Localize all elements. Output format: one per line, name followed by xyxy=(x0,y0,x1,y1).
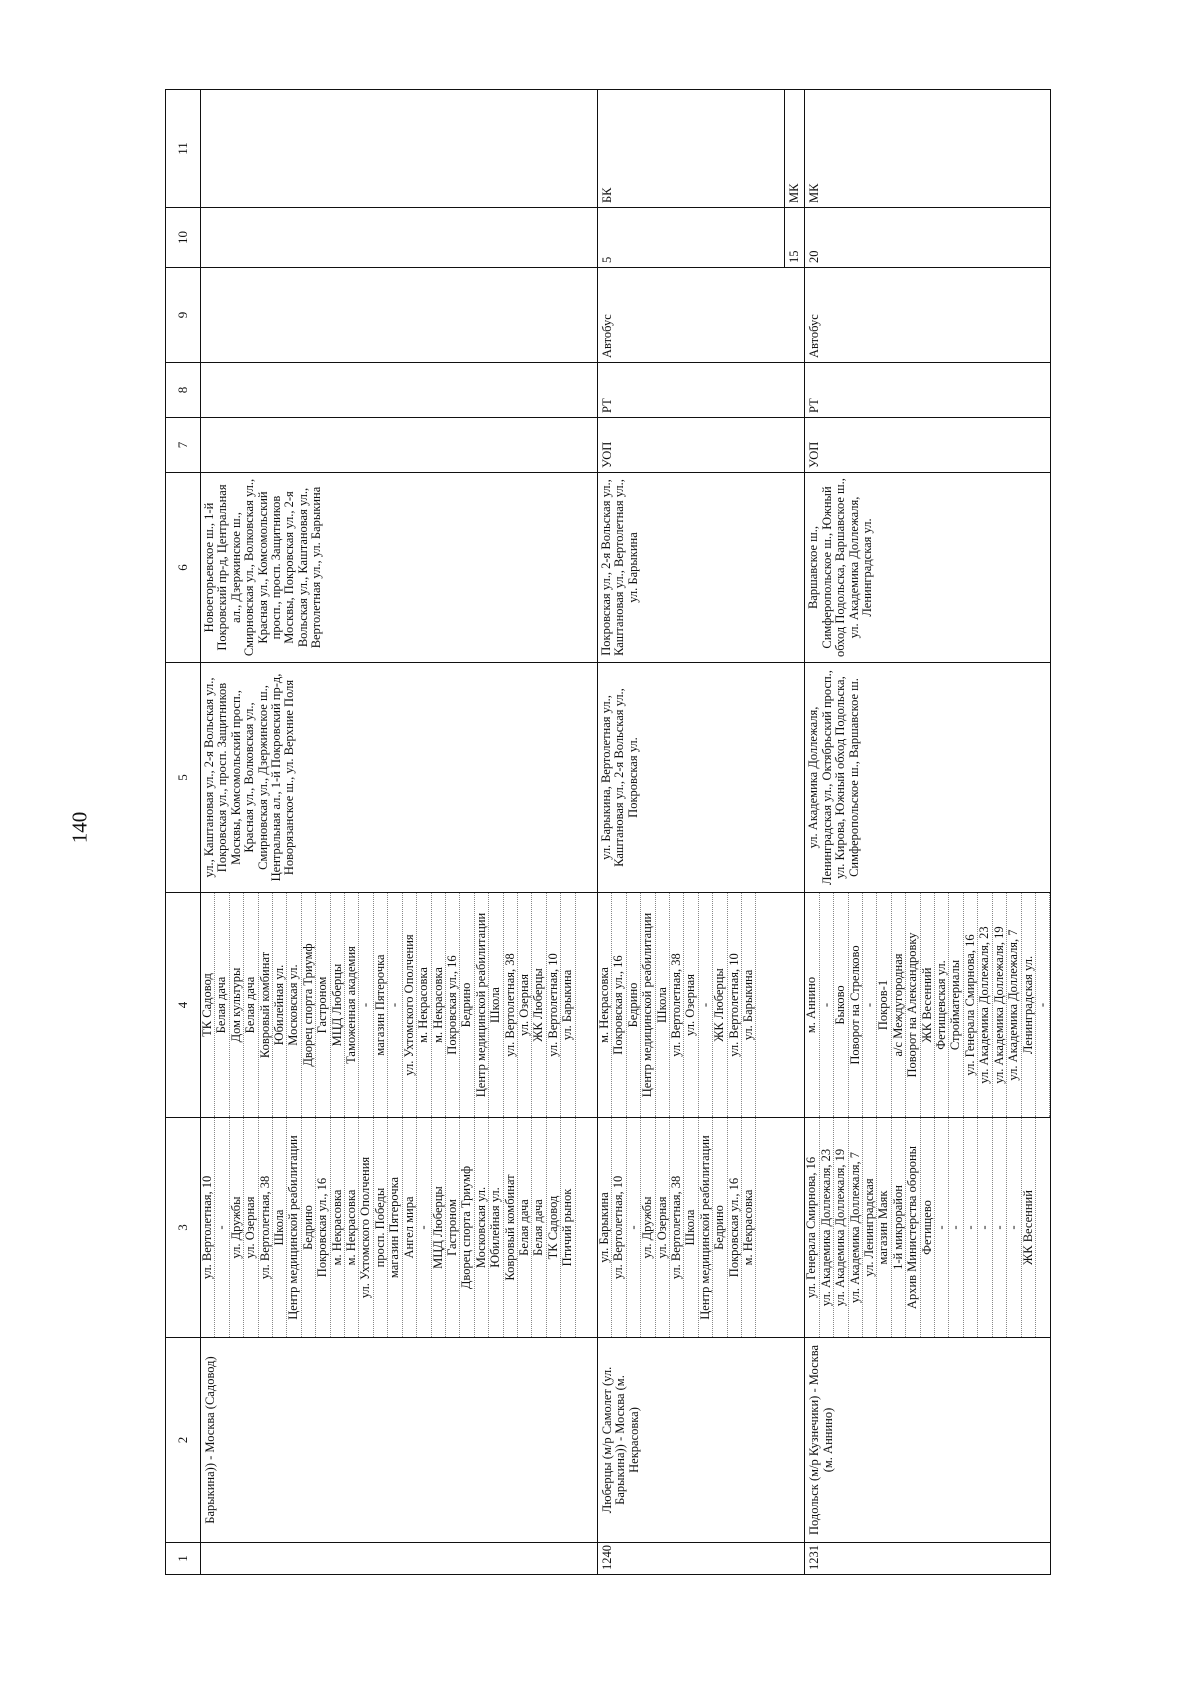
stop-row xyxy=(301,1118,315,1337)
stop-row xyxy=(1021,893,1035,1117)
stop-name: - xyxy=(388,893,402,1117)
stop-row xyxy=(460,1118,474,1337)
stop-name: Стройматериалы xyxy=(949,893,963,1117)
stop-name: ТК Садовод xyxy=(201,893,215,1117)
stop-row xyxy=(215,893,229,1117)
stop-name: ул. Вертолетная, 38 xyxy=(670,893,684,1117)
stop-row xyxy=(431,1118,445,1337)
vehicle-class-split xyxy=(598,90,805,208)
stop-name: Гастроном xyxy=(445,1118,459,1337)
stop-name: ул. Академика Доллежаля, 19 xyxy=(992,893,1006,1117)
stop-name: Дворец спорта Триумф xyxy=(460,1118,474,1337)
stop-name: Бедрино xyxy=(713,1118,727,1337)
stop-row xyxy=(201,1118,215,1337)
stop-row xyxy=(1007,1118,1021,1337)
stop-name: Ангел мира xyxy=(402,1118,416,1337)
stop-name: м. Некрасовка xyxy=(345,1118,359,1337)
stop-row xyxy=(532,1118,546,1337)
stop-name: ул. Дружбы xyxy=(641,1118,655,1337)
stop-row xyxy=(963,1118,977,1337)
stop-row xyxy=(805,893,819,1117)
stop-row xyxy=(670,1118,684,1337)
col-header-3: 3 xyxy=(166,1118,201,1338)
stop-name: магазин Пятерочка xyxy=(373,893,387,1117)
stop-row xyxy=(489,893,503,1117)
stop-row xyxy=(819,893,833,1117)
stop-name: ул. Барыкина xyxy=(561,893,575,1117)
page-number: 140 xyxy=(67,811,92,844)
col-header-9: 9 xyxy=(166,268,201,363)
stop-name: Бедрино xyxy=(626,893,640,1117)
vehicle-count-a: 5 xyxy=(598,208,785,267)
vehicle-count xyxy=(201,208,598,268)
stop-name: Ковровый комбинат xyxy=(258,893,272,1117)
stop-name: Школа xyxy=(655,893,669,1117)
route-name: Подольск (м/р Кузнечики) - Москва (м. Аннино) xyxy=(805,1338,1051,1543)
stop-name: Юбилейная ул. xyxy=(489,1118,503,1337)
stop-row xyxy=(963,893,977,1117)
col-header-10: 10 xyxy=(166,208,201,268)
stop-row xyxy=(503,893,517,1117)
stop-row xyxy=(402,1118,416,1337)
stop-name: ул. Вертолетная, 38 xyxy=(258,1118,272,1337)
vehicle-class xyxy=(201,90,598,208)
stop-name: Белая дача xyxy=(517,1118,531,1337)
stop-name: м. Некрасовка xyxy=(417,893,431,1117)
stop-name: Фетищево xyxy=(920,1118,934,1337)
stop-row xyxy=(848,1118,862,1337)
stop-row xyxy=(244,893,258,1117)
tariff-type xyxy=(201,363,598,418)
col-header-7: 7 xyxy=(166,418,201,473)
stop-row xyxy=(460,893,474,1117)
stop-row xyxy=(992,1118,1006,1337)
col-header-6: 6 xyxy=(166,473,201,663)
stop-name: - xyxy=(949,1118,963,1337)
stop-name: Быково xyxy=(834,893,848,1117)
stop-name: ул. Озерная xyxy=(655,1118,669,1337)
stop-row xyxy=(655,1118,669,1337)
stop-name: Белая дача xyxy=(244,893,258,1117)
stop-name: просп. Победы xyxy=(373,1118,387,1337)
stop-name: ул. Вертолетная, 10 xyxy=(727,893,741,1117)
col-header-1: 1 xyxy=(166,1543,201,1575)
stop-row xyxy=(359,1118,373,1337)
stop-row xyxy=(445,1118,459,1337)
boarding-order: УОП xyxy=(598,418,805,473)
stop-name: Гастроном xyxy=(316,893,330,1117)
stop-row xyxy=(834,1118,848,1337)
header-row xyxy=(166,90,201,1575)
stop-row xyxy=(713,1118,727,1337)
stop-row xyxy=(906,893,920,1117)
route-number xyxy=(201,1543,598,1575)
stop-row xyxy=(834,893,848,1117)
stop-name: ЖК Весенний xyxy=(920,893,934,1117)
stops-forward xyxy=(805,1118,1051,1338)
stop-row xyxy=(345,1118,359,1337)
stop-name: - xyxy=(417,1118,431,1337)
stop-name: Школа xyxy=(273,1118,287,1337)
vehicle-type: Автобус xyxy=(598,268,805,363)
stop-row xyxy=(388,1118,402,1337)
stop-name: ул. Вертолетная, 38 xyxy=(670,1118,684,1337)
vehicle-class-b: МК xyxy=(787,183,801,203)
stop-row xyxy=(445,893,459,1117)
rotated-table-wrapper xyxy=(165,90,1160,1575)
routes-table xyxy=(165,89,1051,1575)
stop-row xyxy=(612,1118,626,1337)
stop-name: Поворот на Александровку xyxy=(906,893,920,1117)
stop-row xyxy=(474,1118,488,1337)
boarding-order: УОП xyxy=(805,418,1051,473)
tariff-type: РТ xyxy=(805,363,1051,418)
streets-backward: Покровская ул., 2-я Вольская ул., Каштановая ул., Вертолетная ул., ул. Барыкина xyxy=(598,473,805,663)
stop-name: Белая дача xyxy=(532,1118,546,1337)
route-number: 1231 xyxy=(805,1543,1051,1575)
streets-forward: ул. Барыкина, Вертолетная ул., Каштановая ул., 2-я Вольская ул., Покровская ул. xyxy=(598,663,805,893)
stop-name: МЦД Люберцы xyxy=(330,893,344,1117)
stop-row xyxy=(906,1118,920,1337)
stop-name: Покровская ул., 16 xyxy=(316,1118,330,1337)
stop-name: Таможенная академия xyxy=(345,893,359,1117)
stop-name: ул. Вертолетная, 10 xyxy=(546,893,560,1117)
stop-row xyxy=(417,1118,431,1337)
streets-forward: ул., Каштановая ул., 2-я Вольская ул., Покровская ул., просп. Защитников Москвы, Комсомольский просп., Красная ул., Волковская ул., Смирновская ул., Дзержинское ш., Центральная ал., 1-й Покровский пр-д, Новорязанское ш., ул. Верхние Поля xyxy=(201,663,598,893)
stop-name: Ковровый комбинат xyxy=(503,1118,517,1337)
stop-name: Покровская ул., 16 xyxy=(445,893,459,1117)
stop-name: ЖК Люберцы xyxy=(713,893,727,1117)
stop-name: ул. Озерная xyxy=(684,893,698,1117)
stop-row xyxy=(655,893,669,1117)
stop-name: Дом культуры xyxy=(229,893,243,1117)
stop-name: - xyxy=(698,893,712,1117)
stop-row xyxy=(863,893,877,1117)
stop-row xyxy=(273,1118,287,1337)
stop-row xyxy=(598,1118,612,1337)
stop-row xyxy=(1021,1118,1035,1337)
vehicle-count: 20 xyxy=(805,208,1051,268)
stop-row xyxy=(489,1118,503,1337)
stop-row xyxy=(474,893,488,1117)
stop-name: м. Некрасовка xyxy=(330,1118,344,1337)
stop-name: м. Некрасовка xyxy=(742,1118,756,1337)
vehicle-count-b: 15 xyxy=(787,250,801,263)
stop-name: ул. Ухтомского Ополчения xyxy=(359,1118,373,1337)
stop-name: ул. Генерала Смирнова, 16 xyxy=(805,1118,819,1337)
stop-row xyxy=(287,1118,301,1337)
stop-row xyxy=(431,893,445,1117)
stop-row xyxy=(698,1118,712,1337)
stop-row xyxy=(532,893,546,1117)
vehicle-type: Автобус xyxy=(805,268,1051,363)
stop-name: Школа xyxy=(489,893,503,1117)
vehicle-class-a: БК xyxy=(598,90,785,207)
stop-name: Поворот на Стрелково xyxy=(848,893,862,1117)
stop-row xyxy=(229,893,243,1117)
stop-name: Белая дача xyxy=(215,893,229,1117)
stop-name: м. Некрасовка xyxy=(431,893,445,1117)
stop-row xyxy=(598,893,612,1117)
stop-row xyxy=(612,893,626,1117)
stop-row xyxy=(727,893,741,1117)
route-name: Барыкина)) - Москва (Садовод) xyxy=(201,1338,598,1543)
stop-name: ул. Академика Доллежаля, 7 xyxy=(848,1118,862,1337)
stop-row xyxy=(301,893,315,1117)
stop-name: ул. Озерная xyxy=(244,1118,258,1337)
stop-name: Бедрино xyxy=(460,893,474,1117)
stop-name: - xyxy=(1007,1118,1021,1337)
stop-name: ул. Барыкина xyxy=(742,893,756,1117)
stop-row xyxy=(517,893,531,1117)
stop-name: Юбилейная ул. xyxy=(273,893,287,1117)
stop-row xyxy=(877,1118,891,1337)
stop-name: Центр медицинской реабилитации xyxy=(474,893,488,1117)
stop-name: ул. Озерная xyxy=(517,893,531,1117)
stop-row xyxy=(742,893,756,1117)
stop-row xyxy=(330,1118,344,1337)
stop-row xyxy=(698,893,712,1117)
stop-row xyxy=(345,893,359,1117)
stop-name: Ленинградская ул. xyxy=(1021,893,1035,1117)
stop-row xyxy=(373,893,387,1117)
stop-row xyxy=(978,1118,992,1337)
stop-row xyxy=(805,1118,819,1337)
vehicle-class: МК xyxy=(805,90,1051,208)
streets-backward: Варшавское ш., Симферопольское ш., Южный обход Подольска, Варшавское ш., ул. Академика Доллежаля, Ленинградская ул. xyxy=(805,473,1051,663)
stop-name: - xyxy=(992,1118,1006,1337)
stop-row xyxy=(920,893,934,1117)
stop-name: - xyxy=(935,1118,949,1337)
stop-row xyxy=(402,893,416,1117)
col-header-8: 8 xyxy=(166,363,201,418)
stop-name: - xyxy=(626,1118,640,1337)
route-row-1231 xyxy=(805,90,1051,1575)
stop-row xyxy=(561,1118,575,1337)
route-row-1240 xyxy=(598,90,805,1575)
stop-row xyxy=(1035,893,1049,1117)
stop-row xyxy=(546,1118,560,1337)
stop-row xyxy=(727,1118,741,1337)
stop-row xyxy=(330,893,344,1117)
stop-row xyxy=(417,893,431,1117)
stop-row xyxy=(1007,893,1021,1117)
stop-row xyxy=(978,893,992,1117)
stop-name: Покровская ул., 16 xyxy=(727,1118,741,1337)
col-header-4: 4 xyxy=(166,893,201,1118)
stop-name: Покров-1 xyxy=(877,893,891,1117)
stop-name: ул. Академика Доллежаля, 23 xyxy=(819,1118,833,1337)
stop-name: Покровская ул., 16 xyxy=(612,893,626,1117)
stop-row xyxy=(373,1118,387,1337)
route-number: 1240 xyxy=(598,1543,805,1575)
col-header-5: 5 xyxy=(166,663,201,893)
stop-row xyxy=(626,893,640,1117)
stop-name: ул. Академика Доллежаля, 19 xyxy=(834,1118,848,1337)
route-name: Люберцы (м/р Самолет (ул. Барыкина)) - Москва (м. Некрасовка) xyxy=(598,1338,805,1543)
stop-name: Бедрино xyxy=(301,1118,315,1337)
stop-name: ул. Вертолетная, 10 xyxy=(201,1118,215,1337)
stop-name: Центр медицинской реабилитации xyxy=(287,1118,301,1337)
stop-name: м. Некрасовка xyxy=(598,893,612,1117)
stop-row xyxy=(742,1118,756,1337)
stop-row xyxy=(877,893,891,1117)
tariff-type: РТ xyxy=(598,363,805,418)
stops-backward xyxy=(805,893,1051,1118)
stop-name: МЦД Люберцы xyxy=(431,1118,445,1337)
stop-row xyxy=(258,1118,272,1337)
stop-name: ул. Ухтомского Ополчения xyxy=(402,893,416,1117)
stop-row xyxy=(546,893,560,1117)
stop-name: - xyxy=(359,893,373,1117)
stop-name: Московская ул. xyxy=(287,893,301,1117)
stop-name: ул. Академика Доллежаля, 23 xyxy=(978,893,992,1117)
stop-name: Центр медицинской реабилитации xyxy=(641,893,655,1117)
stop-name: - xyxy=(215,1118,229,1337)
stop-name: Центр медицинской реабилитации xyxy=(698,1118,712,1337)
stop-name: а/с Междугородная xyxy=(891,893,905,1117)
stop-row xyxy=(670,893,684,1117)
stop-name: Архив Министерства обороны xyxy=(906,1118,920,1337)
stop-row xyxy=(848,893,862,1117)
streets-backward: Новоегорьевское ш., 1-й Покровский пр-д, Центральная ал., Дзержинское ш., Смирновская ул., Волковская ул., Красная ул., Комсомольский просп., просп. Защитников Москвы, Покровская ул., 2-я Вольская ул., Каштановая ул., Вертолетная ул., ул. Барыкина xyxy=(201,473,598,663)
stop-name: магазин Пятерочка xyxy=(388,1118,402,1337)
stop-row xyxy=(891,893,905,1117)
vehicle-count-split xyxy=(598,208,805,268)
route-row-continued xyxy=(201,90,598,1575)
stop-name: м. Аннино xyxy=(805,893,819,1117)
stop-row xyxy=(517,1118,531,1337)
stop-row xyxy=(935,1118,949,1337)
stop-row xyxy=(215,1118,229,1337)
stop-row xyxy=(359,893,373,1117)
stop-row xyxy=(684,1118,698,1337)
stop-name: - xyxy=(963,1118,977,1337)
stop-row xyxy=(920,1118,934,1337)
stop-row xyxy=(316,1118,330,1337)
stop-row xyxy=(626,1118,640,1337)
stop-name: ул. Вертолетная, 10 xyxy=(612,1118,626,1337)
stop-row xyxy=(641,1118,655,1337)
stop-row xyxy=(949,1118,963,1337)
stop-name: магазин Маяк xyxy=(877,1118,891,1337)
stop-name: ул. Генерала Смирнова, 16 xyxy=(963,893,977,1117)
stop-row xyxy=(992,893,1006,1117)
stop-name: Московская ул. xyxy=(474,1118,488,1337)
stop-row xyxy=(273,893,287,1117)
stop-name: ул. Вертолетная, 38 xyxy=(503,893,517,1117)
stop-name: - xyxy=(819,893,833,1117)
stop-name: ул. Ленинградская xyxy=(863,1118,877,1337)
stop-name: - xyxy=(863,893,877,1117)
stop-name: Дворец спорта Триумф xyxy=(301,893,315,1117)
stop-row xyxy=(713,893,727,1117)
stop-name: ЖК Весенний xyxy=(1021,1118,1035,1337)
stop-row xyxy=(891,1118,905,1337)
stop-row xyxy=(819,1118,833,1337)
stop-row xyxy=(201,893,215,1117)
stop-name: Школа xyxy=(684,1118,698,1337)
col-header-11: 11 xyxy=(166,90,201,208)
stop-name: - xyxy=(978,1118,992,1337)
col-header-2: 2 xyxy=(166,1338,201,1543)
stop-name: Фетищевская ул. xyxy=(935,893,949,1117)
stop-row xyxy=(258,893,272,1117)
stop-row xyxy=(641,893,655,1117)
stop-row xyxy=(935,893,949,1117)
stop-name: - xyxy=(1035,893,1049,1117)
vehicle-type xyxy=(201,268,598,363)
stop-row xyxy=(684,893,698,1117)
stop-row xyxy=(503,1118,517,1337)
stop-row xyxy=(316,893,330,1117)
boarding-order xyxy=(201,418,598,473)
stop-row xyxy=(244,1118,258,1337)
stop-name: ТК Садовод xyxy=(546,1118,560,1337)
stop-row xyxy=(388,893,402,1117)
stops-backward xyxy=(201,893,598,1118)
stop-row xyxy=(863,1118,877,1337)
stop-row xyxy=(949,893,963,1117)
stop-name: ул. Академика Доллежаля, 7 xyxy=(1007,893,1021,1117)
stops-forward xyxy=(201,1118,598,1338)
stop-row xyxy=(561,893,575,1117)
stop-row xyxy=(287,893,301,1117)
stops-forward xyxy=(598,1118,805,1338)
stop-name: ул. Дружбы xyxy=(229,1118,243,1337)
stops-backward xyxy=(598,893,805,1118)
streets-forward: ул. Академика Доллежаля, Ленинградская ул., Октябрьский просп., ул. Кирова, Южный обход Подольска, Симферопольское ш., Варшавское ш. xyxy=(805,663,1051,893)
stop-name: Птичий рынок xyxy=(561,1118,575,1337)
stop-name: 1-й микрорайон xyxy=(891,1118,905,1337)
stop-row xyxy=(229,1118,243,1337)
stop-name: ул. Барыкина xyxy=(598,1118,612,1337)
stop-name: ЖК Люберцы xyxy=(532,893,546,1117)
